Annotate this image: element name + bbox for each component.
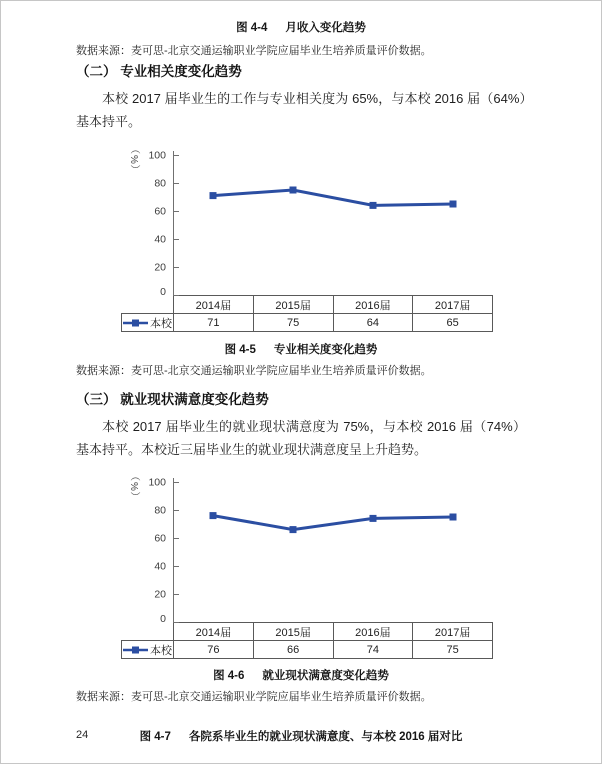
value-cell: 75 — [413, 641, 493, 659]
y-tick-label: 80 — [154, 177, 166, 190]
y-tick-label: 20 — [154, 261, 166, 274]
y-tick-label: 40 — [154, 233, 166, 246]
legend-item — [122, 314, 174, 332]
section-heading-2: （二） 专业相关度变化趋势 — [76, 64, 242, 79]
legend-item — [122, 641, 174, 659]
category-cell: 2015届 — [253, 623, 333, 641]
data-point-marker — [370, 515, 377, 522]
series-line — [213, 190, 453, 205]
line-chart-figure-job-satisfaction — [121, 470, 493, 659]
body-paragraph-sec2: 本校 2017 届毕业生的工作与专业相关度为 65%，与本校 2016 届（64%）基本持平。 — [76, 91, 526, 129]
plot-area — [121, 143, 493, 298]
value-cell: 64 — [333, 314, 413, 332]
legend-label: 本校 — [150, 317, 172, 330]
category-cell: 2016届 — [333, 623, 413, 641]
figure-title: 专业相关度变化趋势 — [273, 344, 378, 356]
value-cell: 71 — [174, 314, 254, 332]
value-cell: 74 — [333, 641, 413, 659]
y-tick-label: 100 — [148, 149, 166, 162]
figure-label: 图 4-7 — [139, 731, 171, 743]
legend-spacer-cell — [122, 623, 174, 641]
figure-title: 就业现状满意度变化趋势 — [262, 670, 389, 682]
category-cell: 2015届 — [253, 296, 333, 314]
legend-label: 本校 — [150, 644, 172, 657]
data-source-note: 数据来源：麦可思-北京交通运输职业学院应届毕业生培养质量评价数据。 — [76, 45, 432, 57]
category-cell: 2017届 — [413, 296, 493, 314]
value-cell: 66 — [253, 641, 333, 659]
legend-spacer-cell — [122, 296, 174, 314]
figure-title: 月收入变化趋势 — [285, 22, 366, 34]
figure-label: 图 4-5 — [224, 344, 256, 356]
page-number: 24 — [76, 729, 89, 741]
data-source-note: 数据来源：麦可思-北京交通运输职业学院应届毕业生培养质量评价数据。 — [76, 691, 432, 703]
section-heading-3: （三） 就业现状满意度变化趋势 — [76, 392, 269, 407]
data-source-note: 数据来源：麦可思-北京交通运输职业学院应届毕业生培养质量评价数据。 — [76, 365, 432, 377]
y-tick-label: 100 — [148, 476, 166, 489]
y-tick-label: 0 — [160, 286, 166, 298]
figure-caption-4-4 — [76, 21, 526, 35]
figure-title: 各院系毕业生的就业现状满意度、与本校 2016 届对比 — [188, 731, 463, 743]
y-tick-label: 0 — [160, 613, 166, 625]
data-point-marker — [210, 192, 217, 199]
data-point-marker — [370, 202, 377, 209]
y-tick-label: 40 — [154, 560, 166, 573]
y-axis-label: （%） — [128, 471, 139, 503]
chart-data-table — [121, 622, 493, 659]
figure-caption-4-7 — [76, 730, 526, 744]
figure-label: 图 4-4 — [236, 22, 268, 34]
plot-area — [121, 470, 493, 625]
y-tick-label: 60 — [154, 205, 166, 218]
data-point-marker — [210, 512, 217, 519]
chart-data-table — [121, 295, 493, 332]
y-tick-label: 20 — [154, 588, 166, 601]
category-cell: 2014届 — [174, 296, 254, 314]
legend-line-marker-icon — [123, 645, 148, 655]
category-cell: 2017届 — [413, 623, 493, 641]
figure-caption-4-6 — [76, 669, 526, 683]
figure-caption-4-5 — [76, 343, 526, 357]
value-cell: 65 — [413, 314, 493, 332]
body-paragraph-sec3: 本校 2017 届毕业生的就业现状满意度为 75%，与本校 2016 届（74%）基本持平。本校近三届毕业生的就业现状满意度呈上升趋势。 — [76, 419, 526, 457]
category-cell: 2014届 — [174, 623, 254, 641]
data-point-marker — [450, 201, 457, 208]
legend-line-marker-icon — [123, 318, 148, 328]
value-cell: 75 — [253, 314, 333, 332]
value-cell: 76 — [174, 641, 254, 659]
figure-label: 图 4-6 — [213, 670, 245, 682]
line-chart-figure-major-relevance — [121, 143, 493, 332]
series-line — [213, 516, 453, 530]
data-point-marker — [290, 526, 297, 533]
y-tick-label: 80 — [154, 504, 166, 517]
y-axis-label: （%） — [128, 144, 139, 176]
data-point-marker — [450, 514, 457, 521]
y-tick-label: 60 — [154, 532, 166, 545]
category-cell: 2016届 — [333, 296, 413, 314]
data-point-marker — [290, 187, 297, 194]
